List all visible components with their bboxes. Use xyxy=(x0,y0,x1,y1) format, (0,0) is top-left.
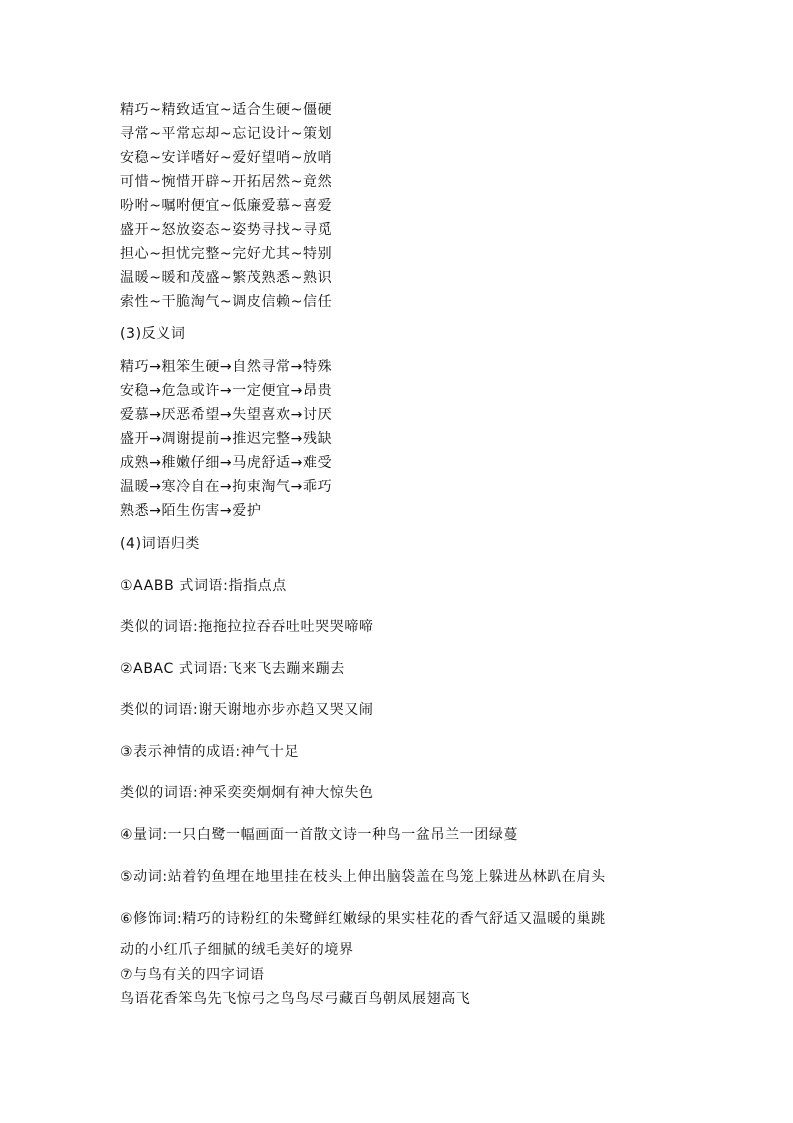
synonym-line-3: 安稳~安详嗜好~爱好望哨~放哨 xyxy=(120,150,333,166)
synonym-line-6: 盛开~怒放姿态~姿势寻找~寻觅 xyxy=(120,222,333,238)
antonym-line-5: 成熟→稚嫩仔细→马虎舒适→难受 xyxy=(120,455,333,471)
classify-item-2-similar: 类似的词语:谢天谢地亦步亦趋又哭又闹 xyxy=(120,702,374,718)
classify-item-2: ②ABAC 式词语:飞来飞去蹦来蹦去 xyxy=(120,661,345,677)
antonym-line-1: 精巧→粗笨生硬→自然寻常→特殊 xyxy=(120,359,333,375)
synonym-line-2: 寻常~平常忘却~忘记设计~策划 xyxy=(120,126,333,142)
synonym-line-9: 索性~干脆淘气~调皮信赖~信任 xyxy=(120,294,333,310)
antonym-line-6: 温暖→寒冷自在→拘束淘气→乖巧 xyxy=(120,479,333,495)
antonym-line-4: 盛开→凋谢提前→推迟完整→残缺 xyxy=(120,431,333,447)
classify-item-5: ⑤动词:站着钓鱼埋在地里挂在枝头上伸出脑袋盖在鸟笼上躲进丛林趴在肩头 xyxy=(120,869,606,885)
classify-item-6-line-2: 动的小红爪子细腻的绒毛美好的境界 xyxy=(120,942,354,958)
classify-item-1: ①AABB 式词语:指指点点 xyxy=(120,578,287,594)
synonym-line-5: 吩咐~嘱咐便宜~低廉爱慕~喜爱 xyxy=(120,198,333,214)
synonym-line-7: 担心~担忧完整~完好尤其~特别 xyxy=(120,246,333,262)
classify-item-7-words: 鸟语花香笨鸟先飞惊弓之鸟鸟尽弓藏百鸟朝凤展翅高飞 xyxy=(120,991,471,1007)
synonym-line-8: 温暖~暖和茂盛~繁茂熟悉~熟识 xyxy=(120,270,333,286)
classify-item-3: ③表示神情的成语:神气十足 xyxy=(120,744,300,760)
classify-item-1-similar: 类似的词语:拖拖拉拉吞吞吐吐哭哭啼啼 xyxy=(120,619,374,635)
antonym-line-2: 安稳→危急或许→一定便宜→昂贵 xyxy=(120,383,333,399)
classify-item-3-similar: 类似的词语:神采奕奕炯炯有神大惊失色 xyxy=(120,785,374,801)
classify-heading: (4)词语归类 xyxy=(120,536,201,552)
classify-item-4: ④量词:一只白鹭一幅画面一首散文诗一种鸟一盆吊兰一团绿蔓 xyxy=(120,827,519,843)
classify-item-7: ⑦与鸟有关的四字词语 xyxy=(120,967,265,983)
synonym-line-4: 可惜~惋惜开辟~开拓居然~竟然 xyxy=(120,174,333,190)
antonym-line-3: 爱慕→厌恶希望→失望喜欢→讨厌 xyxy=(120,407,333,423)
antonym-line-7: 熟悉→陌生伤害→爱护 xyxy=(120,503,262,519)
classify-item-6-line-1: ⑥修饰词:精巧的诗粉红的朱鹭鲜红嫩绿的果实桂花的香气舒适又温暖的巢跳 xyxy=(120,911,606,927)
antonyms-heading: (3)反义词 xyxy=(120,326,186,342)
synonym-line-1: 精巧~精致适宜~适合生硬~僵硬 xyxy=(120,102,333,118)
